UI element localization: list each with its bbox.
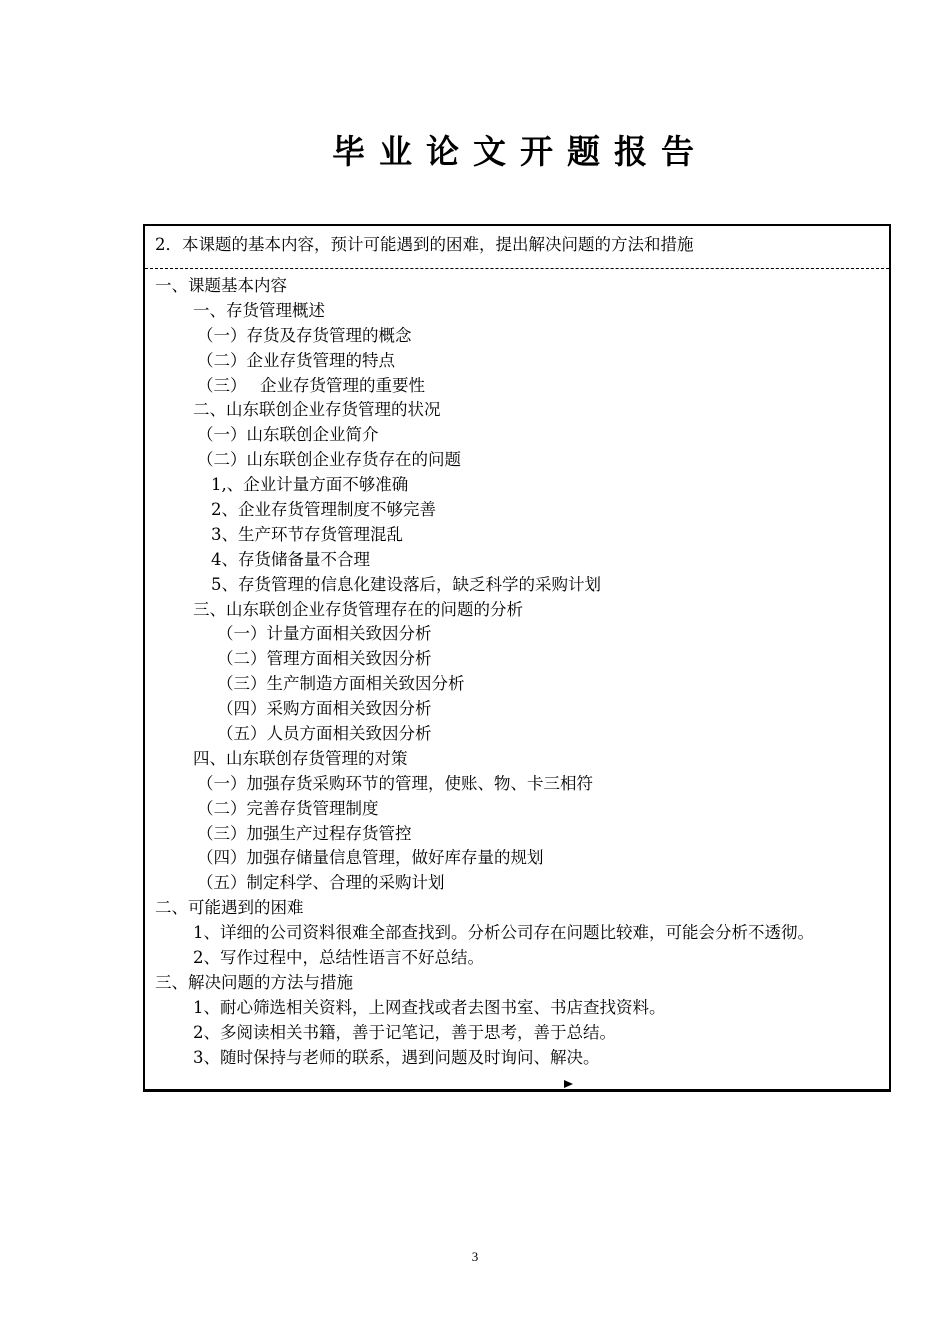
page-number: 3 [471, 1249, 479, 1264]
outline-item: 1,、企业计量方面不够准确 [211, 475, 409, 495]
outline-item: 三、山东联创企业存货管理存在的问题的分析 [193, 599, 523, 619]
outline-item: （五）制定科学、合理的采购计划 [197, 873, 445, 893]
section-header: 2．本课题的基本内容，预计可能遇到的困难，提出解决问题的方法和措施 [155, 235, 694, 254]
outline-item: 二、山东联创企业存货管理的状况 [193, 400, 441, 420]
outline-item: （三）生产制造方面相关致因分析 [217, 674, 465, 694]
outline-item: （一）存货及存货管理的概念 [197, 325, 412, 345]
solution-item: 1、耐心筛选相关资料，上网查找或者去图书室、书店查找资料。 [193, 997, 666, 1017]
outline-item: 一、存货管理概述 [193, 300, 325, 320]
page-title: 毕业论文开题报告 [332, 132, 708, 171]
difficulty-item: 2、写作过程中，总结性语言不好总结。 [193, 948, 484, 968]
outline-item: 5、存货管理的信息化建设落后，缺乏科学的采购计划 [211, 574, 601, 594]
report-table [143, 224, 891, 1092]
difficulty-item: 1、详细的公司资料很难全部查找到。分析公司存在问题比较难，可能会分析不透彻。 [193, 923, 814, 943]
section-content [145, 274, 889, 1071]
heading-solutions: 三、解决问题的方法与措施 [155, 972, 353, 992]
outline-item: （二）企业存货管理的特点 [197, 350, 395, 370]
heading-difficulties: 二、可能遇到的困难 [155, 898, 304, 918]
outline-item: 四、山东联创存货管理的对策 [193, 748, 408, 768]
outline-item: （二）山东联创企业存货存在的问题 [197, 450, 461, 470]
outline-item: （二）管理方面相关致因分析 [217, 649, 432, 669]
solution-item: 3、随时保持与老师的联系，遇到问题及时询问、解决。 [193, 1047, 600, 1067]
outline-item: （五）人员方面相关致因分析 [217, 724, 432, 744]
outline-item: （三） 企业存货管理的重要性 [197, 375, 425, 395]
heading-basic-content: 一、课题基本内容 [155, 276, 287, 295]
outline-item: 3、生产环节存货管理混乱 [211, 524, 403, 544]
outline-item: （一）加强存货采购环节的管理，使账、物、卡三相符 [197, 773, 593, 793]
section-header-row [145, 226, 889, 269]
outline-item: （一）计量方面相关致因分析 [217, 624, 432, 644]
solution-item: 2、多阅读相关书籍，善于记笔记，善于思考，善于总结。 [193, 1022, 616, 1042]
outline-item: （一）山东联创企业简介 [197, 425, 379, 445]
outline-item: （四）采购方面相关致因分析 [217, 699, 432, 719]
outline-item: 4、存货储备量不合理 [211, 549, 370, 569]
end-arrow-icon [564, 1080, 573, 1088]
outline-item: （三）加强生产过程存货管控 [197, 823, 412, 843]
outline-item: 2、企业存货管理制度不够完善 [211, 500, 436, 520]
outline-item: （四）加强存储量信息管理，做好库存量的规划 [197, 848, 544, 868]
outline-item: （二）完善存货管理制度 [197, 798, 379, 818]
